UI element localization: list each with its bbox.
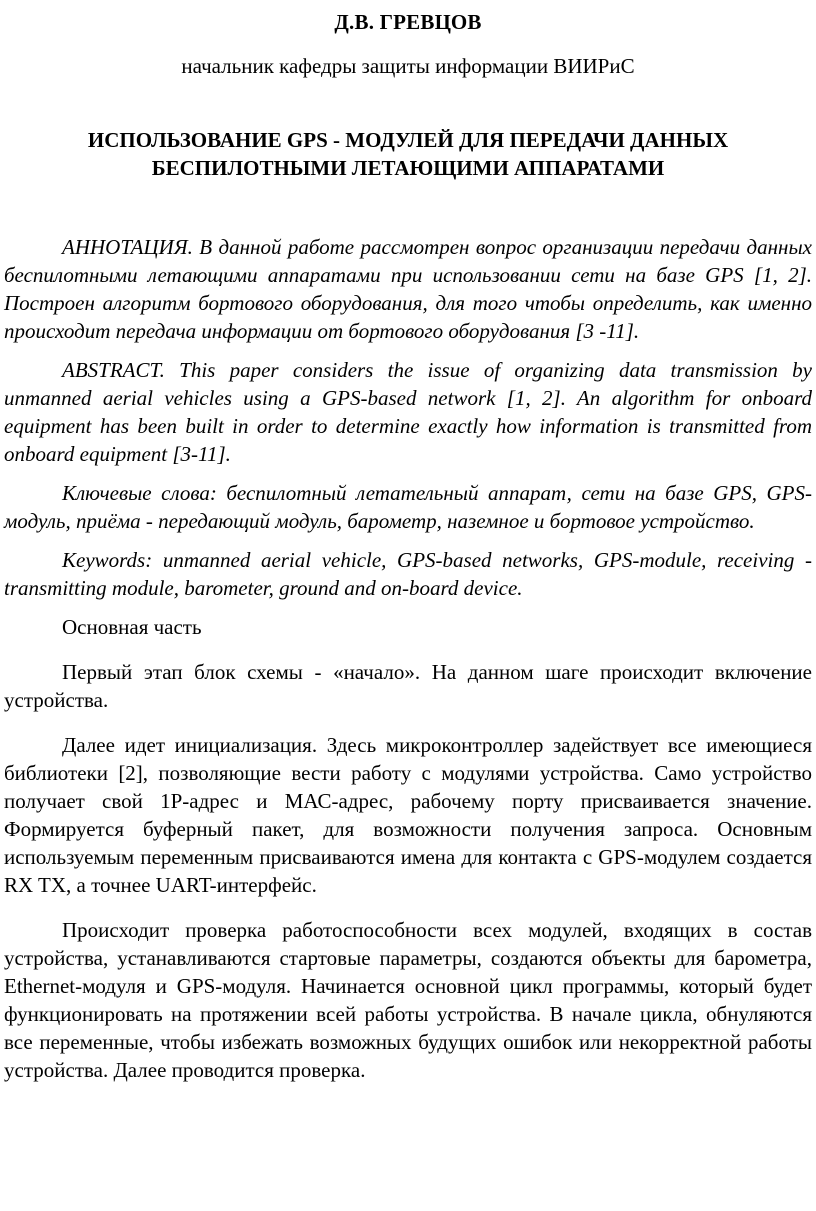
annotation-ru: АННОТАЦИЯ. В данной работе рассмотрен вопрос организации передачи данных беспилотными летающими аппаратами при использовании сети на базе GPS [1, 2]. Построен алгоритм бортового оборудования, для того чтобы определить, как именно происходит передача информации от бортового оборудования [3 -11].: [4, 235, 812, 343]
author-name: Д.В. ГРЕВЦОВ: [334, 10, 482, 34]
author-affiliation: начальник кафедры защиты информации ВИИРиС: [181, 54, 635, 78]
article-title: [4, 126, 812, 182]
keywords-en: Keywords: unmanned aerial vehicle, GPS-based networks, GPS-module, receiving - transmitting module, barometer, ground and on-board device.: [4, 548, 812, 600]
article-title-line-1: ИСПОЛЬЗОВАНИЕ GPS - МОДУЛЕЙ ДЛЯ ПЕРЕДАЧИ ДАННЫХ: [87, 128, 729, 152]
body-paragraph-2: Далее идет инициализация. Здесь микроконтроллер задействует все имеющиеся библиотеки [2], позволяющие вести работу с модулями устройства. Само устройство получает свой 1Р-адрес и МАС-адрес, рабочему порту присваивается значение. Формируется буферный пакет, для возможности получения запроса. Основным используемым переменным присваиваются имена для контакта с GPS-модулем создается RX TX, а точнее UART-интерфейс.: [4, 733, 812, 897]
body-paragraph-1: Первый этап блок схемы - «начало». На данном шаге происходит включение устройства.: [4, 660, 812, 712]
abstract-en: ABSTRACT. This paper considers the issue of organizing data transmission by unmanned aerial vehicles using a GPS-based network [1, 2]. An algorithm for onboard equipment has been built in order to determine exactly how information is transmitted from onboard equipment [3-11].: [4, 358, 812, 466]
section-heading: Основная часть: [62, 615, 202, 639]
body-paragraph-3: Происходит проверка работоспособности всех модулей, входящих в состав устройства, устанавливаются стартовые параметры, создаются объекты для барометра, Ethernet-модуля и GPS-модуля. Начинается основной цикл программы, который будет функционировать на протяжении всей работы устройства. В начале цикла, обнуляются все переменные, чтобы избежать возможных будущих ошибок или некорректной работы устройства. Далее проводится проверка.: [4, 918, 812, 1082]
article-title-line-2: БЕСПИЛОТНЫМИ ЛЕТАЮЩИМИ АППАРАТАМИ: [151, 156, 665, 180]
keywords-ru: Ключевые слова: беспилотный летательный аппарат, сети на базе GPS, GPS-модуль, приёма - передающий модуль, барометр, наземное и бортовое устройство.: [4, 481, 812, 533]
